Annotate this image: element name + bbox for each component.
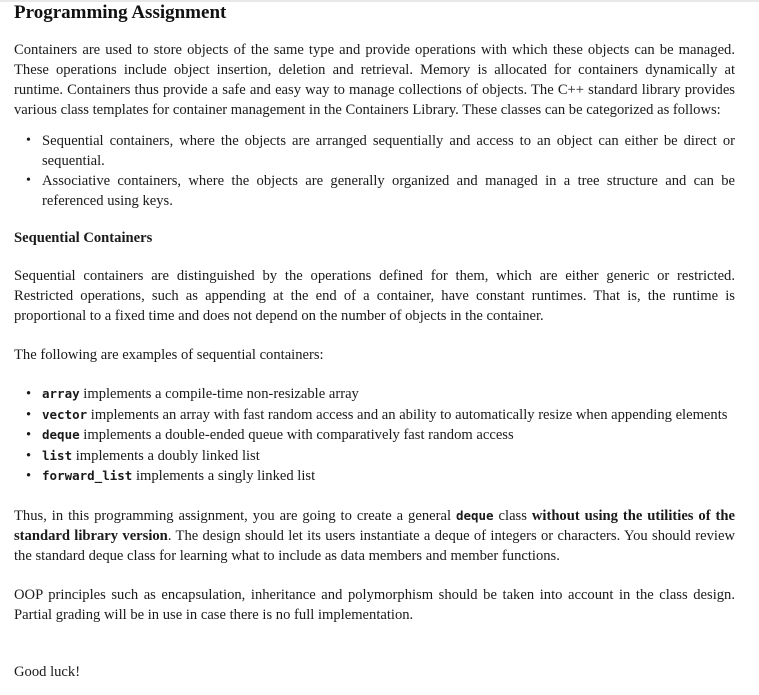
example-description: implements a double-ended queue with comparatively fast random access (79, 427, 514, 443)
container-categories-list (14, 131, 735, 211)
bullet-icon: • (26, 133, 31, 148)
bullet-icon: • (26, 468, 32, 484)
bullet-icon: • (26, 386, 32, 402)
assignment-text-1: Thus, in this programming assignment, you are going to create a general (14, 507, 456, 524)
code-term-deque: deque (42, 427, 80, 442)
category-sequential: Sequential containers, where the objects are arranged sequentially and access to an object can either be direct or sequential. (42, 133, 735, 169)
list-item (26, 425, 735, 446)
example-description: implements a singly linked list (132, 468, 316, 484)
code-term-forward-list: forward_list (42, 468, 133, 483)
code-term-deque-inline: deque (455, 507, 494, 523)
sequential-paragraph: Sequential containers are distinguished by the operations defined for them, which are either generic or restricted. Restricted operations, such as appending at the end of a container, have constant runtimes. That is, the runtime is proportional to a fixed time and does not depend on the number of objects in the container. (14, 268, 735, 324)
intro-paragraph: Containers are used to store objects of the same type and provide operations with which these objects can be managed. These operations include object insertion, deletion and retrieval. Memory is allocated for containers dynamically at runtime. Containers thus provide a safe and easy way to manage collections of objects. The C++ standard library provides various class templates for container management in the Containers Library. These classes can be categorized as follows: (14, 42, 735, 118)
assignment-emphasis: without using the utilities of the standard library version (14, 507, 735, 544)
page-title: Programming Assignment (14, 2, 227, 23)
example-description: implements an array with fast random access and an ability to automatically resize when appending elements (87, 406, 728, 423)
examples-intro: The following are examples of sequential containers: (14, 347, 324, 363)
category-associative: Associative containers, where the objects are generally organized and managed in a tree structure and can be referenced using keys. (42, 173, 735, 209)
assignment-paragraph (14, 506, 735, 566)
bullet-icon: • (26, 173, 31, 188)
examples-list (14, 384, 735, 487)
section-heading-sequential: Sequential Containers (14, 230, 153, 246)
bullet-icon: • (26, 427, 32, 443)
top-divider (0, 0, 759, 2)
code-term-array: array (42, 386, 80, 401)
list-item (26, 446, 735, 467)
oop-paragraph: OOP principles such as encapsulation, inheritance and polymorphism should be taken into account in the class design. Partial grading will be in use in case there is no full implementation. (14, 586, 735, 623)
list-item (26, 466, 735, 487)
example-description: implements a doubly linked list (72, 447, 260, 464)
assignment-text-3: . The design should let its users instantiate a deque of integers or characters. You should review the standard deque class for learning what to include as data members and member functions. (14, 527, 735, 564)
assignment-text-2: class (493, 507, 532, 524)
list-item (26, 171, 735, 211)
code-term-vector: vector (42, 406, 88, 422)
bullet-icon: • (26, 447, 32, 464)
closing-text: Good luck! (14, 663, 81, 680)
list-item (26, 384, 735, 405)
bullet-icon: • (26, 406, 32, 423)
example-description: implements a compile-time non-resizable array (79, 386, 359, 402)
list-item (26, 405, 735, 426)
list-item (26, 131, 735, 171)
code-term-list: list (42, 447, 73, 463)
